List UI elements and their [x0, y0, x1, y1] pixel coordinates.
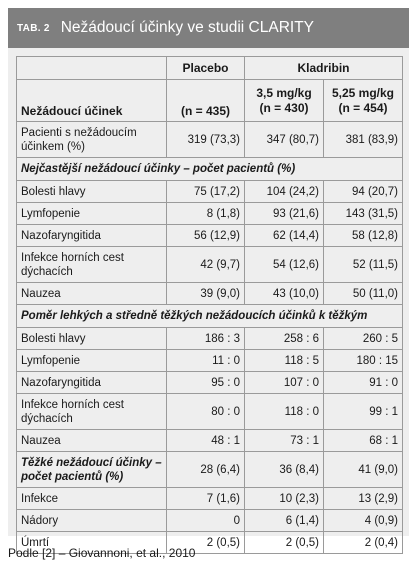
- table-cell: 186 : 3: [167, 328, 245, 350]
- table-cell: 13 (2,9): [324, 488, 403, 510]
- header-dose-2: [324, 80, 403, 122]
- table-row: [17, 488, 403, 510]
- table-cell: 75 (17,2): [167, 181, 245, 203]
- table-cell: 7 (1,6): [167, 488, 245, 510]
- section-header-row: [17, 305, 403, 328]
- table-cell: 319 (73,3): [167, 122, 245, 158]
- table-cell: 0: [167, 510, 245, 532]
- header-row-sub: [17, 80, 403, 122]
- table-cell: 2 (0,4): [324, 532, 403, 554]
- row-label: Infekce horních cest dýchacích: [17, 247, 167, 283]
- row-label: Lymfopenie: [17, 350, 167, 372]
- table-cell: 8 (1,8): [167, 203, 245, 225]
- table-cell: 80 : 0: [167, 394, 245, 430]
- source-note: Podle [2] – Giovannoni, et al., 2010: [8, 546, 196, 560]
- table-cell: 43 (10,0): [245, 283, 324, 305]
- table-row: [17, 372, 403, 394]
- table-row: [17, 328, 403, 350]
- table-cell: 143 (31,5): [324, 203, 403, 225]
- row-label: Bolesti hlavy: [17, 328, 167, 350]
- table-cell: 54 (12,6): [245, 247, 324, 283]
- table-row: [17, 394, 403, 430]
- header-dose-2-n: (n = 454): [338, 100, 388, 115]
- section-header: Nejčastější nežádoucí účinky – počet pacientů (%): [17, 158, 403, 181]
- table-cell: 104 (24,2): [245, 181, 324, 203]
- header-kladribin: Kladribin: [245, 57, 403, 80]
- adverse-events-table: [16, 56, 403, 554]
- header-dose-1-n: (n = 430): [259, 100, 309, 115]
- table-row: [17, 203, 403, 225]
- row-label: Pacienti s nežádoucím účinkem (%): [17, 122, 167, 158]
- table-cell: 6 (1,4): [245, 510, 324, 532]
- table-row: [17, 430, 403, 452]
- table-cell: 68 : 1: [324, 430, 403, 452]
- table-cell: 56 (12,9): [167, 225, 245, 247]
- table-cell: 381 (83,9): [324, 122, 403, 158]
- table-cell: 347 (80,7): [245, 122, 324, 158]
- table-title-bar: [8, 8, 409, 48]
- table-cell: 91 : 0: [324, 372, 403, 394]
- table-cell: 258 : 6: [245, 328, 324, 350]
- row-label: Infekce: [17, 488, 167, 510]
- row-label: Nauzea: [17, 430, 167, 452]
- table-cell: 41 (9,0): [324, 452, 403, 488]
- header-empty-cell: [17, 57, 167, 80]
- table-cell: 36 (8,4): [245, 452, 324, 488]
- row-label: Nauzea: [17, 283, 167, 305]
- table-cell: 52 (11,5): [324, 247, 403, 283]
- table-cell: 11 : 0: [167, 350, 245, 372]
- table-cell: 73 : 1: [245, 430, 324, 452]
- table-cell: 62 (14,4): [245, 225, 324, 247]
- table-cell: 94 (20,7): [324, 181, 403, 203]
- table-cell: 2 (0,5): [245, 532, 324, 554]
- table-cell: 95 : 0: [167, 372, 245, 394]
- row-label: Úmrtí: [17, 532, 167, 554]
- table-cell: 118 : 5: [245, 350, 324, 372]
- table-title: Nežádoucí účinky ve studii CLARITY: [60, 19, 315, 36]
- table-cell: 42 (9,7): [167, 247, 245, 283]
- row-label: Nádory: [17, 510, 167, 532]
- header-row-top: [17, 57, 403, 80]
- header-dose-1: [245, 80, 324, 122]
- header-row-label: Nežádoucí účinek: [17, 80, 167, 122]
- table-cell: 260 : 5: [324, 328, 403, 350]
- table-row: [17, 283, 403, 305]
- table-row: [17, 247, 403, 283]
- header-dose-2-label: 5,25 mg/kg: [331, 85, 395, 100]
- table-cell: 4 (0,9): [324, 510, 403, 532]
- header-placebo: Placebo: [167, 57, 245, 80]
- row-label: Nazofaryngitida: [17, 225, 167, 247]
- table-row: [17, 225, 403, 247]
- section-header-row: [17, 158, 403, 181]
- table-cell: 118 : 0: [245, 394, 324, 430]
- table-cell: 93 (21,6): [245, 203, 324, 225]
- table-card: [8, 8, 409, 549]
- table-cell: 99 : 1: [324, 394, 403, 430]
- table-cell: 10 (2,3): [245, 488, 324, 510]
- row-label: Infekce horních cest dýchacích: [17, 394, 167, 430]
- header-dose-1-label: 3,5 mg/kg: [256, 85, 312, 100]
- table-cell: 58 (12,8): [324, 225, 403, 247]
- table-cell: 48 : 1: [167, 430, 245, 452]
- table-cell: 107 : 0: [245, 372, 324, 394]
- table-cell: 28 (6,4): [167, 452, 245, 488]
- table-cell: 39 (9,0): [167, 283, 245, 305]
- table-row: [17, 452, 403, 488]
- table-cell: 2 (0,5): [167, 532, 245, 554]
- row-label: Lymfopenie: [17, 203, 167, 225]
- table-row: [17, 181, 403, 203]
- row-label: Bolesti hlavy: [17, 181, 167, 203]
- table-row: [17, 510, 403, 532]
- table-row: [17, 350, 403, 372]
- table-number: TAB. 2: [17, 22, 50, 34]
- row-label: Těžké nežádoucí účinky – počet pacientů (%): [17, 452, 167, 488]
- section-header: Poměr lehkých a středně těžkých nežádoucích účinků k těžkým: [17, 305, 403, 328]
- header-n-placebo: (n = 435): [167, 80, 245, 122]
- table-cell: 180 : 15: [324, 350, 403, 372]
- table-row: [17, 122, 403, 158]
- table-cell: 50 (11,0): [324, 283, 403, 305]
- row-label: Nazofaryngitida: [17, 372, 167, 394]
